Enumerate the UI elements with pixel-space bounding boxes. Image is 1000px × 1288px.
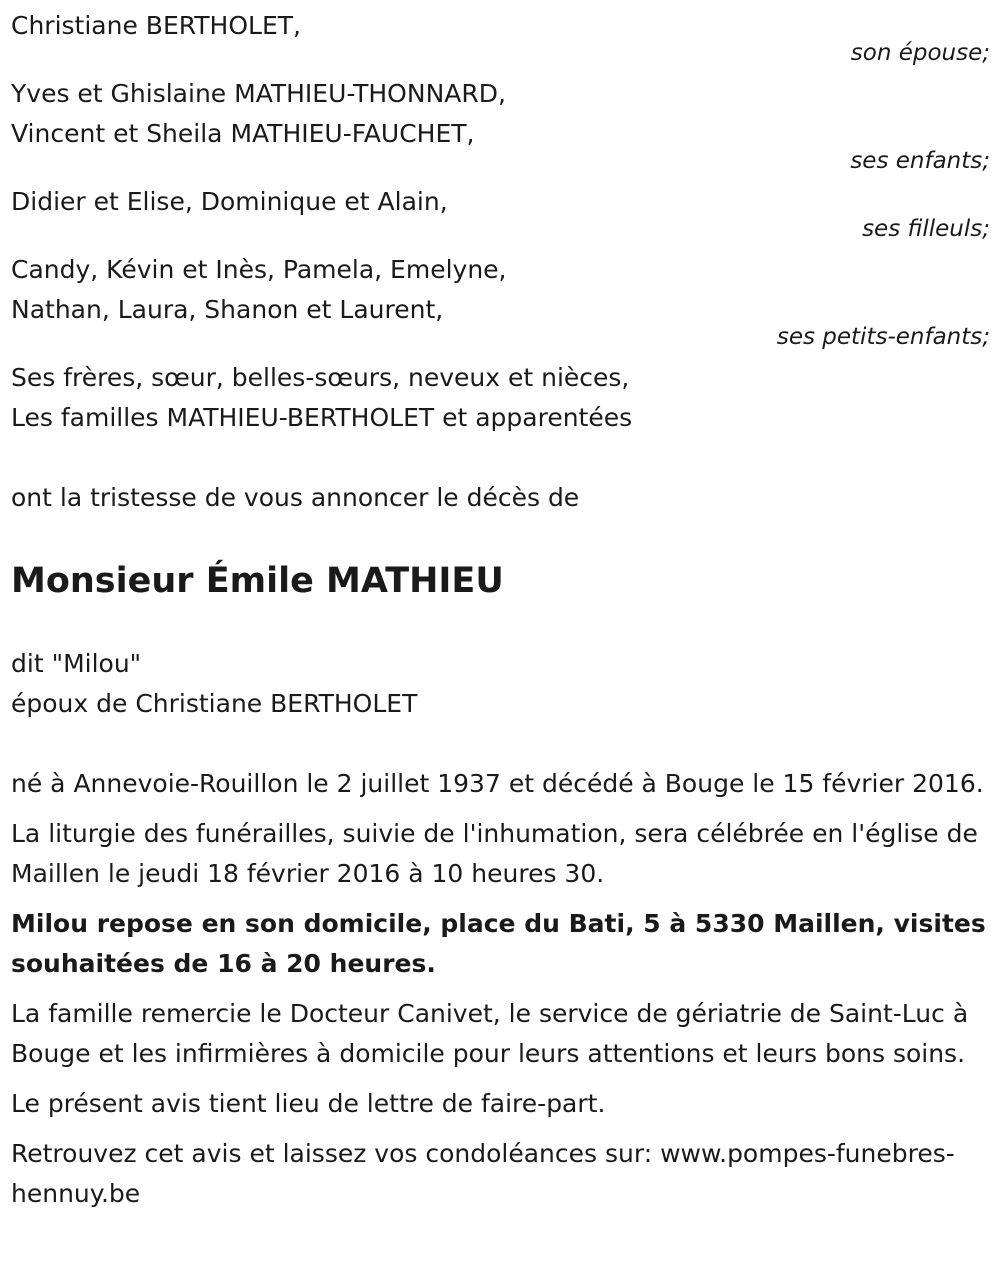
birth-death-paragraph: né à Annevoie-Rouillon le 2 juillet 1937 et décédé à Bouge le 15 février 2016. — [11, 769, 984, 798]
grandchildren-group — [11, 250, 990, 352]
child-name: Yves et Ghislaine MATHIEU-THONNARD, — [11, 79, 506, 108]
child-name: Vincent et Sheila MATHIEU-FAUCHET, — [11, 119, 475, 148]
grandchildren-role: ses petits-enfants; — [776, 324, 990, 350]
deceased-nickname: dit "Milou" — [11, 649, 142, 678]
liturgy-paragraph: La liturgie des funérailles, suivie de l'inhumation, sera célébrée en l'église de Maillen le jeudi 18 février 2016 à 10 heures 30. — [11, 819, 978, 888]
other-family-line: Les familles MATHIEU-BERTHOLET et apparentées — [11, 403, 633, 432]
thanks-paragraph: La famille remercie le Docteur Canivet, le service de gériatrie de Saint-Luc à Bouge et les infirmières à domicile pour leurs attentions et leurs bons soins. — [11, 999, 969, 1068]
grandchild-name: Nathan, Laura, Shanon et Laurent, — [11, 295, 444, 324]
spouse-name: Christiane BERTHOLET, — [11, 11, 301, 40]
announcement-text: ont la tristesse de vous annoncer le décès de — [11, 483, 580, 512]
other-family-group — [11, 358, 990, 438]
spouse-role: son épouse; — [850, 40, 990, 66]
children-group — [11, 74, 990, 176]
spouse-group — [11, 6, 990, 68]
visitation-paragraph: Milou repose en son domicile, place du Bati, 5 à 5330 Maillen, visites souhaitées de 16 à 20 heures. — [11, 909, 986, 978]
website-paragraph: Retrouvez cet avis et laissez vos condoléances sur: www.pompes-funebres-hennuy.be — [11, 1139, 955, 1208]
grandchild-name: Candy, Kévin et Inès, Pamela, Emelyne, — [11, 255, 507, 284]
godchildren-group — [11, 182, 990, 244]
deceased-name: Monsieur Émile MATHIEU — [11, 561, 504, 601]
deceased-relation: époux de Christiane BERTHOLET — [11, 689, 418, 718]
godchild-name: Didier et Elise, Dominique et Alain, — [11, 187, 448, 216]
children-role: ses enfants; — [850, 148, 990, 174]
notice-paragraph: Le présent avis tient lieu de lettre de faire-part. — [11, 1089, 606, 1118]
godchildren-role: ses filleuls; — [862, 216, 990, 242]
other-family-line: Ses frères, sœur, belles-sœurs, neveux et nièces, — [11, 363, 630, 392]
